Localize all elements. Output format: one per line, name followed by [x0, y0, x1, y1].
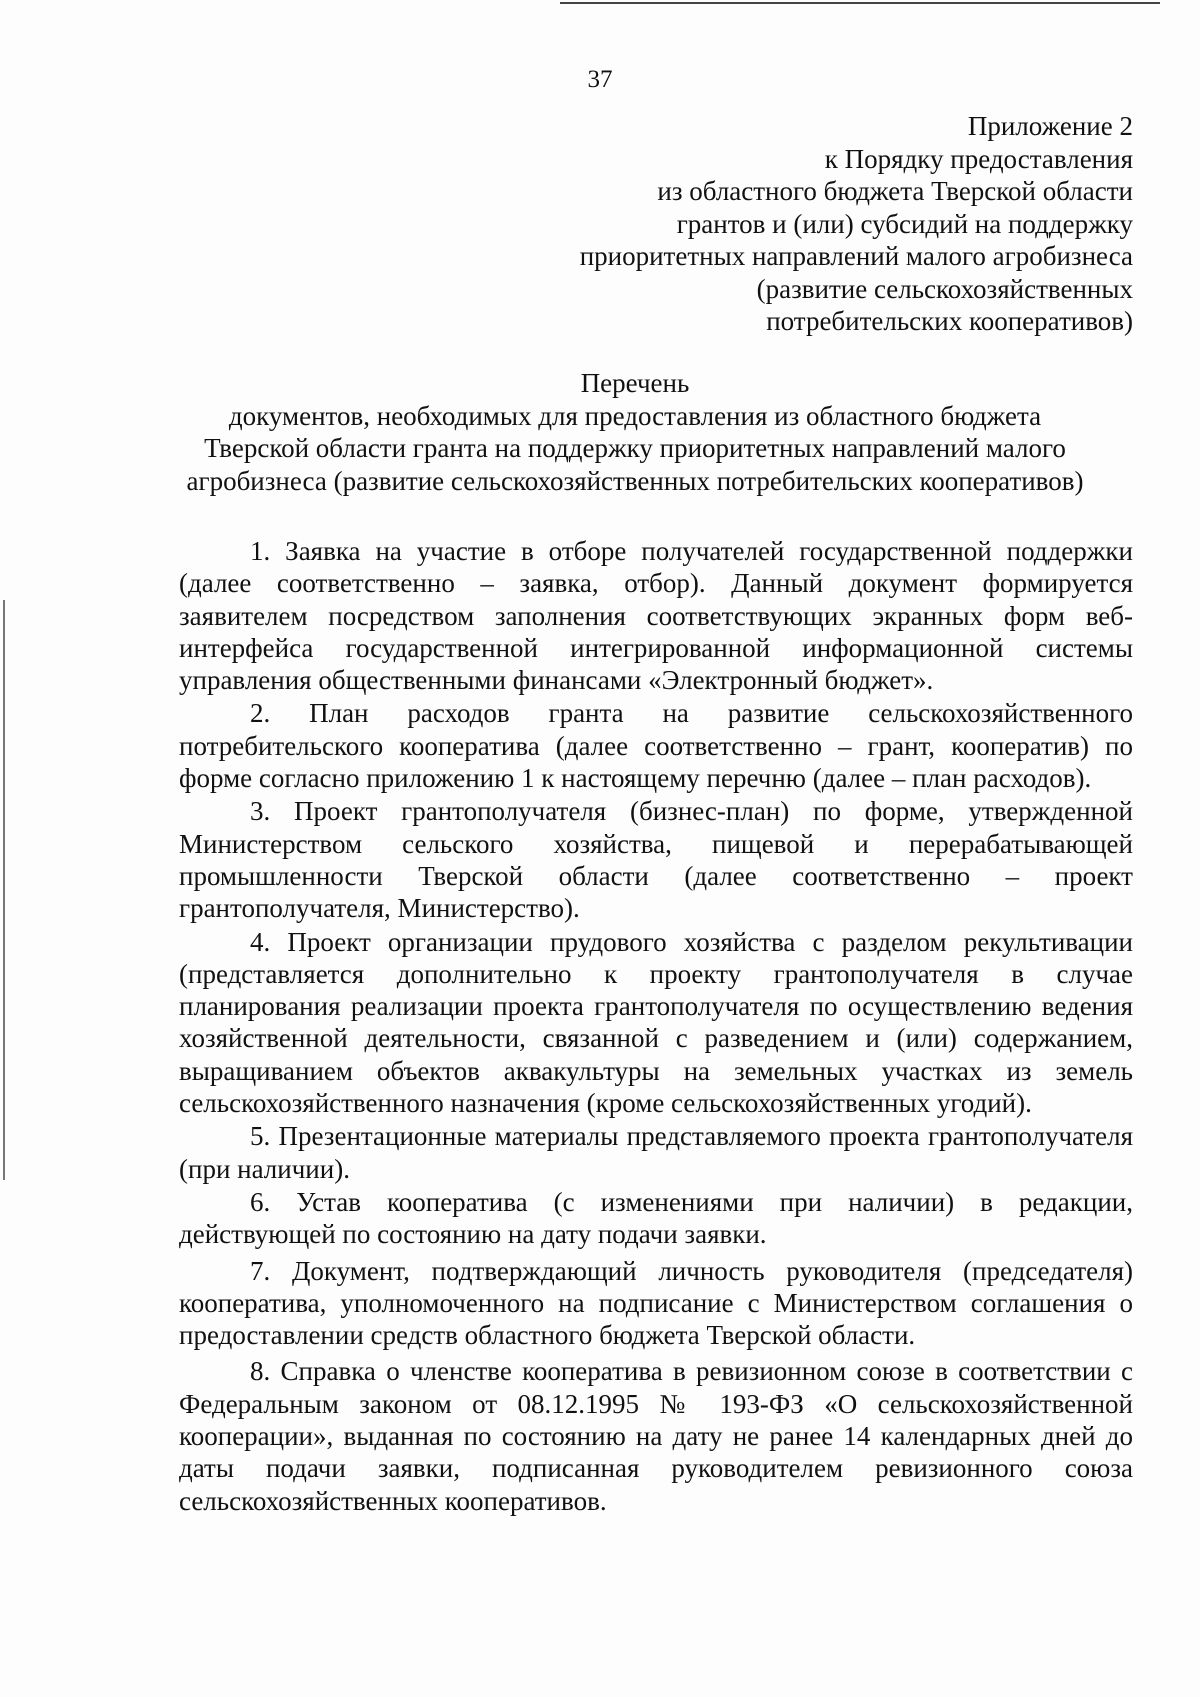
document-title	[130, 367, 1140, 497]
scan-edge-left	[3, 600, 5, 1180]
title-line: документов, необходимых для предоставления из областного бюджета	[228, 400, 1042, 431]
list-item-1: 1. Заявка на участие в отборе получателей государственной поддержки (далее соответственно – заявка, отбор). Данный документ формируется заявителем посредством заполнения соответствующих экранных форм веб-интерфейса государственной интегрированной информационной системы управления общественными финансами «Электронный бюджет».	[179, 536, 1133, 696]
appendix-header	[580, 110, 1133, 338]
list-item-2: 2. План расходов гранта на развитие сельскохозяйственного потребительского кооператива (далее соответственно – грант, кооператив) по форме согласно приложению 1 к настоящему перечню (далее – план расходов).	[179, 698, 1133, 794]
appendix-line: из областного бюджета Тверской области	[657, 176, 1133, 206]
appendix-line: (развитие сельскохозяйственных	[756, 273, 1133, 304]
list-item-3: 3. Проект грантополучателя (бизнес-план) по форме, утвержденной Министерством сельского хозяйства, пищевой и перерабатывающей промышленности Тверской области (далее соответственно – проект грантополучателя, Министерство).	[179, 796, 1133, 924]
title-line: агробизнеса (развитие сельскохозяйственных потребительских кооперативов)	[186, 465, 1084, 496]
list-item-8: 8. Справка о членстве кооператива в ревизионном союзе в соответствии с Федеральным законом от 08.12.1995 № 193-ФЗ «О сельскохозяйственной кооперации», выданная по состоянию на дату не ранее 14 календарных дней до даты подачи заявки, подписанная руководителем ревизионного союза сельскохозяйственных кооперативов.	[179, 1356, 1133, 1516]
document-body	[179, 535, 1133, 1518]
appendix-line: потребительских кооперативов)	[766, 306, 1133, 336]
appendix-line: Приложение 2	[967, 111, 1133, 141]
page-number: 37	[587, 66, 613, 93]
appendix-line: грантов и (или) субсидий на поддержку	[676, 208, 1133, 239]
list-item-6: 6. Устав кооператива (с изменениями при наличии) в редакции, действующей по состоянию на дату подачи заявки.	[179, 1186, 1133, 1250]
appendix-line: приоритетных направлений малого агробизнеса	[579, 241, 1133, 271]
appendix-line: к Порядку предоставления	[824, 143, 1133, 174]
title-line: Тверской области гранта на поддержку приоритетных направлений малого	[204, 433, 1066, 463]
list-item-5: 5. Презентационные материалы представляемого проекта грантополучателя (при наличии).	[179, 1121, 1133, 1184]
scan-edge-top	[560, 2, 1160, 4]
title-heading: Перечень	[580, 368, 690, 398]
list-item-7: 7. Документ, подтверждающий личность руководителя (председателя) кооператива, уполномоченного на подписание с Министерством соглашения о предоставлении средств областного бюджета Тверской области.	[179, 1255, 1133, 1351]
list-item-4: 4. Проект организации прудового хозяйства с разделом рекультивации (представляется дополнительно к проекту грантополучателя в случае планирования реализации проекта грантополучателя по осуществлению ведения хозяйственной деятельности, связанной с разведением и (или) содержанием, выращиванием объектов аквакультуры на земельных участках из земель сельскохозяйственного назначения (кроме сельскохозяйственных угодий).	[179, 926, 1133, 1119]
